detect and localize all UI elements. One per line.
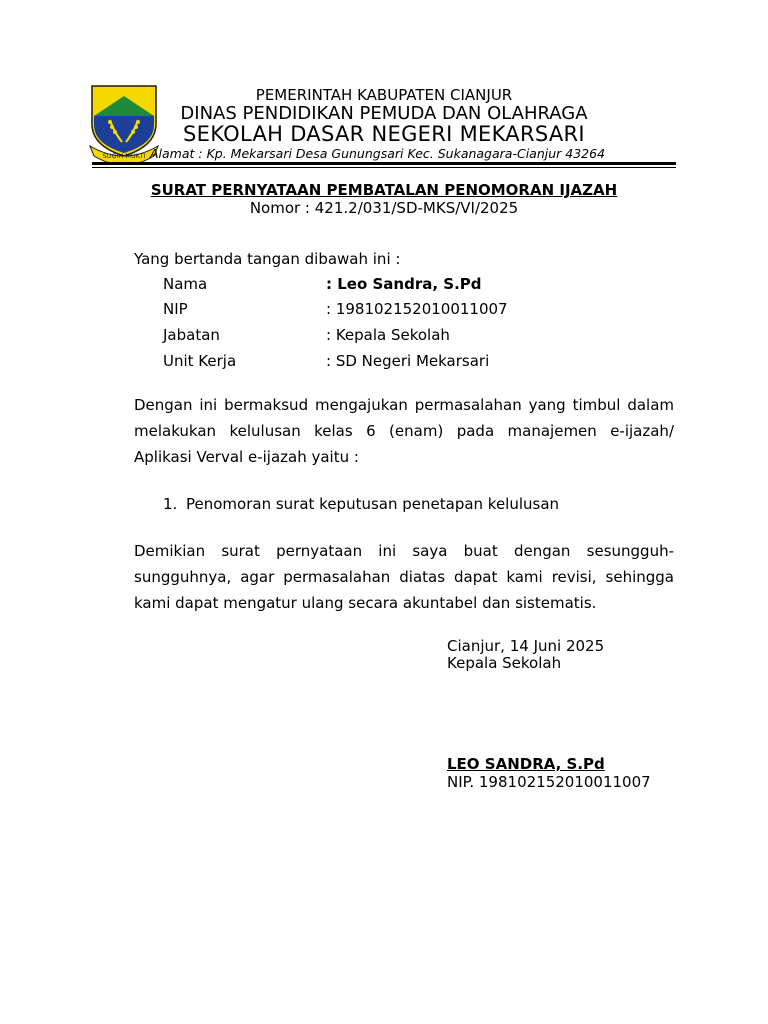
- crest-motto: SUGIH MUKTI: [102, 152, 146, 160]
- signature-nip: NIP. 198102152010011007: [447, 773, 651, 791]
- letterhead-divider-thick: [92, 162, 676, 165]
- intro-text: Yang bertanda tangan dibawah ini :: [134, 250, 401, 268]
- letterhead-school: SEKOLAH DASAR NEGERI MEKARSARI: [183, 122, 585, 146]
- field-label-nama: Nama: [163, 275, 208, 293]
- paragraph-closing: Demikian surat pernyataan ini saya buat dengan sesungguh-sungguhnya, agar permasalahan diatas dapat kami revisi, sehingga kami dapat mengatur ulang secara akuntabel dan sistematis.: [134, 542, 674, 612]
- letterhead-address: Alamat : Kp. Mekarsari Desa Gunungsari Kec. Sukanagara-Cianjur 43264: [150, 146, 606, 161]
- field-label-nip: NIP: [163, 300, 188, 318]
- field-value-jabatan: : Kepala Sekolah: [326, 326, 450, 344]
- signature-name: LEO SANDRA, S.Pd: [447, 755, 605, 773]
- signature-position: Kepala Sekolah: [447, 654, 562, 672]
- field-value-nama: : Leo Sandra, S.Pd: [326, 275, 482, 293]
- paragraph-purpose: Dengan ini bermaksud mengajukan permasalahan yang timbul dalam melakukan kelulusan kelas 6 (enam) pada manajemen e-ijazah/ Aplikasi Verval e-ijazah yaitu :: [134, 396, 674, 466]
- letterhead-agency: DINAS PENDIDIKAN PEMUDA DAN OLAHRAGA: [180, 103, 588, 124]
- document-title: SURAT PERNYATAAN PEMBATALAN PENOMORAN IJAZAH: [150, 181, 618, 199]
- document-number: Nomor : 421.2/031/SD-MKS/VI/2025: [249, 199, 519, 217]
- field-value-nip: : 198102152010011007: [326, 300, 508, 318]
- field-label-jabatan: Jabatan: [163, 326, 220, 344]
- list-item-text: Penomoran surat keputusan penetapan kelulusan: [186, 495, 560, 513]
- signature-place-date: Cianjur, 14 Juni 2025: [447, 637, 605, 655]
- letterhead-government: PEMERINTAH KABUPATEN CIANJUR: [255, 86, 513, 104]
- field-value-unit-kerja: : SD Negeri Mekarsari: [326, 352, 490, 370]
- field-label-unit-kerja: Unit Kerja: [163, 352, 237, 370]
- letterhead-divider-thin: [92, 167, 676, 168]
- list-item-number: 1.: [163, 495, 178, 513]
